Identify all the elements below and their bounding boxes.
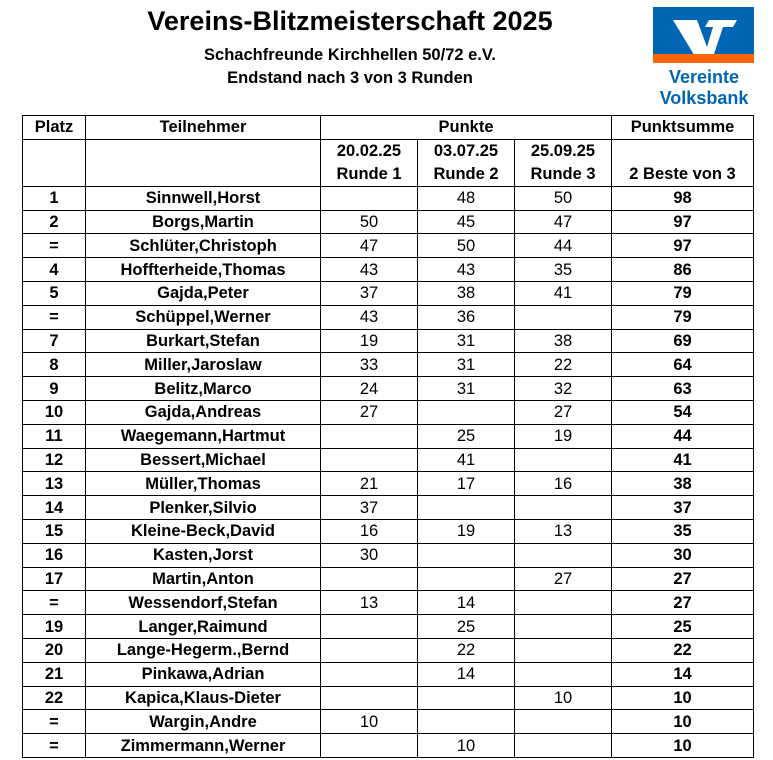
cell-runde-3: 32 [515, 377, 612, 401]
cell-runde-2 [418, 710, 515, 734]
table-row [23, 615, 754, 639]
cell-runde-3 [515, 734, 612, 758]
cell-punktsumme: 10 [612, 686, 754, 710]
round-1-header [321, 139, 418, 186]
cell-runde-2: 10 [418, 734, 515, 758]
cell-platz: = [23, 710, 86, 734]
cell-platz: 1 [23, 186, 86, 210]
cell-runde-1 [321, 662, 418, 686]
header-row [23, 116, 754, 140]
cell-punktsumme: 86 [612, 258, 754, 282]
cell-runde-1 [321, 567, 418, 591]
cell-runde-2: 36 [418, 305, 515, 329]
cell-runde-3 [515, 638, 612, 662]
cell-punktsumme: 37 [612, 496, 754, 520]
cell-platz: 22 [23, 686, 86, 710]
cell-punktsumme: 54 [612, 400, 754, 424]
cell-teilnehmer: Pinkawa,Adrian [86, 662, 321, 686]
cell-platz: 2 [23, 210, 86, 234]
table-row [23, 638, 754, 662]
cell-runde-3: 38 [515, 329, 612, 353]
header-punkte: Punkte [321, 116, 612, 140]
round-label: Runde 1 [336, 164, 402, 183]
cell-runde-1 [321, 448, 418, 472]
cell-runde-2: 43 [418, 258, 515, 282]
cell-runde-2: 50 [418, 234, 515, 258]
cell-punktsumme: 64 [612, 353, 754, 377]
cell-teilnehmer: Schüppel,Werner [86, 305, 321, 329]
cell-runde-3: 16 [515, 472, 612, 496]
cell-runde-2: 48 [418, 186, 515, 210]
summe-subheader: 2 Beste von 3 [612, 139, 754, 186]
cell-punktsumme: 38 [612, 472, 754, 496]
cell-punktsumme: 30 [612, 543, 754, 567]
cell-runde-2 [418, 496, 515, 520]
cell-runde-1: 33 [321, 353, 418, 377]
table-row [23, 448, 754, 472]
cell-runde-1 [321, 615, 418, 639]
cell-teilnehmer: Langer,Raimund [86, 615, 321, 639]
cell-runde-3 [515, 662, 612, 686]
cell-runde-1: 30 [321, 543, 418, 567]
cell-runde-2: 41 [418, 448, 515, 472]
cell-platz: = [23, 734, 86, 758]
cell-runde-2: 14 [418, 591, 515, 615]
cell-runde-1: 19 [321, 329, 418, 353]
cell-platz: 17 [23, 567, 86, 591]
table-row [23, 400, 754, 424]
cell-teilnehmer: Wargin,Andre [86, 710, 321, 734]
cell-teilnehmer: Gajda,Peter [86, 281, 321, 305]
cell-runde-3: 27 [515, 400, 612, 424]
cell-runde-1 [321, 638, 418, 662]
cell-teilnehmer: Schlüter,Christoph [86, 234, 321, 258]
table-row [23, 567, 754, 591]
cell-punktsumme: 41 [612, 448, 754, 472]
subheader-row [23, 139, 754, 186]
table-row [23, 377, 754, 401]
cell-runde-3 [515, 543, 612, 567]
cell-runde-1 [321, 186, 418, 210]
table-row [23, 424, 754, 448]
cell-runde-1: 50 [321, 210, 418, 234]
cell-punktsumme: 44 [612, 424, 754, 448]
table-row [23, 543, 754, 567]
cell-platz: 21 [23, 662, 86, 686]
cell-runde-3: 10 [515, 686, 612, 710]
logo-text-line1: Vereinte [668, 67, 740, 87]
cell-runde-2 [418, 567, 515, 591]
cell-teilnehmer: Kasten,Jorst [86, 543, 321, 567]
table-row [23, 519, 754, 543]
round-label: Runde 3 [530, 164, 596, 183]
logo-text-line2: Volksbank [659, 88, 749, 108]
table-row [23, 234, 754, 258]
table-row [23, 734, 754, 758]
table-row [23, 591, 754, 615]
cell-runde-2: 31 [418, 377, 515, 401]
cell-runde-3: 44 [515, 234, 612, 258]
cell-runde-1: 43 [321, 258, 418, 282]
cell-punktsumme: 35 [612, 519, 754, 543]
cell-punktsumme: 97 [612, 210, 754, 234]
cell-teilnehmer: Gajda,Andreas [86, 400, 321, 424]
cell-teilnehmer: Zimmermann,Werner [86, 734, 321, 758]
cell-runde-2 [418, 400, 515, 424]
cell-runde-3: 35 [515, 258, 612, 282]
cell-runde-1: 27 [321, 400, 418, 424]
round-date: 20.02.25 [336, 141, 402, 160]
cell-punktsumme: 63 [612, 377, 754, 401]
round-3-header [515, 139, 612, 186]
cell-teilnehmer: Belitz,Marco [86, 377, 321, 401]
cell-platz: 10 [23, 400, 86, 424]
cell-teilnehmer: Kleine-Beck,David [86, 519, 321, 543]
table-row [23, 305, 754, 329]
cell-runde-3 [515, 496, 612, 520]
round-2-header [418, 139, 515, 186]
cell-punktsumme: 27 [612, 567, 754, 591]
cell-teilnehmer: Müller,Thomas [86, 472, 321, 496]
cell-platz: 8 [23, 353, 86, 377]
cell-platz: 15 [23, 519, 86, 543]
cell-punktsumme: 69 [612, 329, 754, 353]
cell-teilnehmer: Miller,Jaroslaw [86, 353, 321, 377]
cell-runde-2: 45 [418, 210, 515, 234]
cell-punktsumme: 27 [612, 591, 754, 615]
cell-platz: 11 [23, 424, 86, 448]
cell-teilnehmer: Kapica,Klaus-Dieter [86, 686, 321, 710]
cell-runde-2: 19 [418, 519, 515, 543]
table-row [23, 710, 754, 734]
cell-platz: 19 [23, 615, 86, 639]
cell-platz: 7 [23, 329, 86, 353]
subheader-empty [86, 139, 321, 186]
status-text: Endstand nach 3 von 3 Runden [227, 69, 473, 87]
page-title: Vereins-Blitzmeisterschaft 2025 [147, 6, 553, 36]
cell-runde-3: 47 [515, 210, 612, 234]
cell-teilnehmer: Borgs,Martin [86, 210, 321, 234]
table-row [23, 472, 754, 496]
cell-runde-3: 27 [515, 567, 612, 591]
cell-runde-2: 25 [418, 615, 515, 639]
cell-teilnehmer: Plenker,Silvio [86, 496, 321, 520]
cell-teilnehmer: Bessert,Michael [86, 448, 321, 472]
cell-runde-2: 14 [418, 662, 515, 686]
cell-runde-1: 16 [321, 519, 418, 543]
cell-platz: 9 [23, 377, 86, 401]
cell-runde-2: 31 [418, 329, 515, 353]
cell-runde-2: 17 [418, 472, 515, 496]
cell-runde-2 [418, 686, 515, 710]
cell-platz: = [23, 591, 86, 615]
cell-teilnehmer: Hoffterheide,Thomas [86, 258, 321, 282]
cell-punktsumme: 79 [612, 305, 754, 329]
cell-platz: 16 [23, 543, 86, 567]
cell-platz: 4 [23, 258, 86, 282]
cell-runde-1: 43 [321, 305, 418, 329]
cell-platz: 20 [23, 638, 86, 662]
cell-runde-2: 22 [418, 638, 515, 662]
cell-runde-3 [515, 615, 612, 639]
cell-runde-3: 19 [515, 424, 612, 448]
table-row [23, 662, 754, 686]
cell-runde-3 [515, 591, 612, 615]
cell-runde-3 [515, 305, 612, 329]
subheader-empty [23, 139, 86, 186]
cell-runde-3 [515, 710, 612, 734]
volksbank-logo [653, 7, 754, 63]
cell-runde-1: 21 [321, 472, 418, 496]
cell-punktsumme: 14 [612, 662, 754, 686]
cell-punktsumme: 10 [612, 710, 754, 734]
cell-platz: 13 [23, 472, 86, 496]
cell-teilnehmer: Wessendorf,Stefan [86, 591, 321, 615]
cell-runde-3 [515, 448, 612, 472]
logo-stripe [653, 54, 754, 63]
cell-punktsumme: 22 [612, 638, 754, 662]
cell-punktsumme: 25 [612, 615, 754, 639]
table-row [23, 210, 754, 234]
club-name: Schachfreunde Kirchhellen 50/72 e.V. [204, 46, 496, 64]
standings-table [22, 115, 754, 758]
cell-teilnehmer: Burkart,Stefan [86, 329, 321, 353]
round-label: Runde 2 [433, 164, 499, 183]
cell-runde-1 [321, 686, 418, 710]
cell-teilnehmer: Waegemann,Hartmut [86, 424, 321, 448]
cell-punktsumme: 79 [612, 281, 754, 305]
cell-platz: = [23, 234, 86, 258]
table-row [23, 258, 754, 282]
table-row [23, 329, 754, 353]
cell-platz: 12 [23, 448, 86, 472]
cell-runde-1 [321, 424, 418, 448]
cell-runde-3: 13 [515, 519, 612, 543]
cell-runde-1 [321, 734, 418, 758]
table-row [23, 496, 754, 520]
cell-runde-1: 47 [321, 234, 418, 258]
header-platz: Platz [23, 116, 86, 140]
cell-runde-2: 38 [418, 281, 515, 305]
table-row [23, 686, 754, 710]
cell-runde-1: 13 [321, 591, 418, 615]
cell-runde-1: 37 [321, 281, 418, 305]
cell-teilnehmer: Sinnwell,Horst [86, 186, 321, 210]
cell-runde-3: 41 [515, 281, 612, 305]
round-date: 03.07.25 [433, 141, 499, 160]
header-teilnehmer: Teilnehmer [86, 116, 321, 140]
cell-runde-1: 10 [321, 710, 418, 734]
cell-runde-1: 37 [321, 496, 418, 520]
table-row [23, 186, 754, 210]
cell-platz: = [23, 305, 86, 329]
cell-teilnehmer: Lange-Hegerm.,Bernd [86, 638, 321, 662]
cell-teilnehmer: Martin,Anton [86, 567, 321, 591]
cell-punktsumme: 10 [612, 734, 754, 758]
cell-punktsumme: 97 [612, 234, 754, 258]
cell-runde-3: 22 [515, 353, 612, 377]
cell-runde-2: 31 [418, 353, 515, 377]
cell-runde-2: 25 [418, 424, 515, 448]
table-row [23, 281, 754, 305]
cell-runde-2 [418, 543, 515, 567]
cell-platz: 14 [23, 496, 86, 520]
header-summe: Punktsumme [612, 116, 754, 140]
cell-platz: 5 [23, 281, 86, 305]
cell-runde-3: 50 [515, 186, 612, 210]
table-row [23, 353, 754, 377]
cell-punktsumme: 98 [612, 186, 754, 210]
cell-runde-1: 24 [321, 377, 418, 401]
round-date: 25.09.25 [530, 141, 596, 160]
